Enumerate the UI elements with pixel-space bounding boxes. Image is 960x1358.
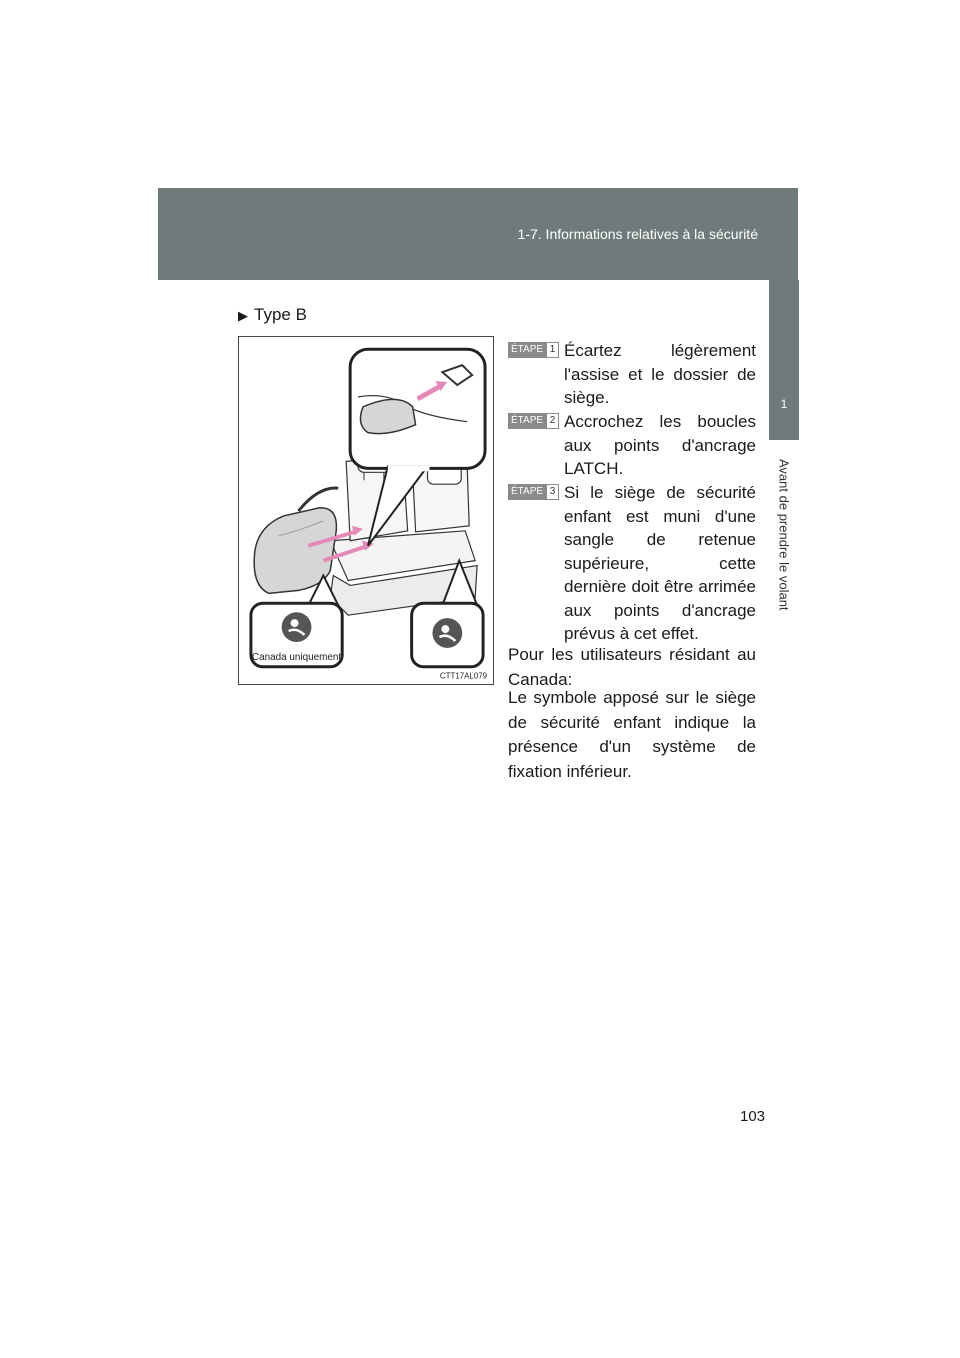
- step-2: [508, 410, 756, 481]
- chapter-title-vertical: [772, 450, 796, 620]
- type-heading-text: Type B: [254, 305, 307, 324]
- chapter-title: Avant de prendre le volant: [776, 459, 792, 611]
- figure-code: CTT17AL079: [439, 671, 488, 681]
- paragraph-canada-intro: Pour les utilisateurs résidant au Canada:: [508, 645, 756, 689]
- chapter-tab: [769, 280, 799, 440]
- triangle-right-icon: ▶: [238, 308, 248, 323]
- child-seat-illustration: [238, 336, 494, 685]
- section-header: [158, 188, 798, 280]
- paragraph-symbol-note: Le symbole apposé sur le siège de sécurité enfant indique la présence d'un système de fixation inférieur.: [508, 688, 756, 781]
- step-badge: ÉTAPE 1: [508, 342, 559, 358]
- chapter-number: 1: [780, 397, 788, 411]
- step-1: [508, 339, 756, 410]
- step-badge: ÉTAPE 3: [508, 484, 559, 500]
- step-badge: ÉTAPE 2: [508, 413, 559, 429]
- canada-label: Canada uniquement: [251, 651, 342, 663]
- step-text: Accrochez les boucles aux points d'ancrage LATCH.: [564, 412, 756, 478]
- type-heading: [238, 305, 307, 325]
- section-title: 1-7. Informations relatives à la sécurité: [517, 226, 758, 242]
- page-number: 103: [740, 1108, 766, 1125]
- step-3: [508, 481, 756, 646]
- step-text: Si le siège de sécurité enfant est muni d'une sangle de retenue supérieure, cette dernière doit être arrimée aux points d'ancrage prévus à cet effet.: [564, 483, 756, 643]
- step-text: Écartez légèrement l'assise et le dossier de siège.: [564, 341, 756, 407]
